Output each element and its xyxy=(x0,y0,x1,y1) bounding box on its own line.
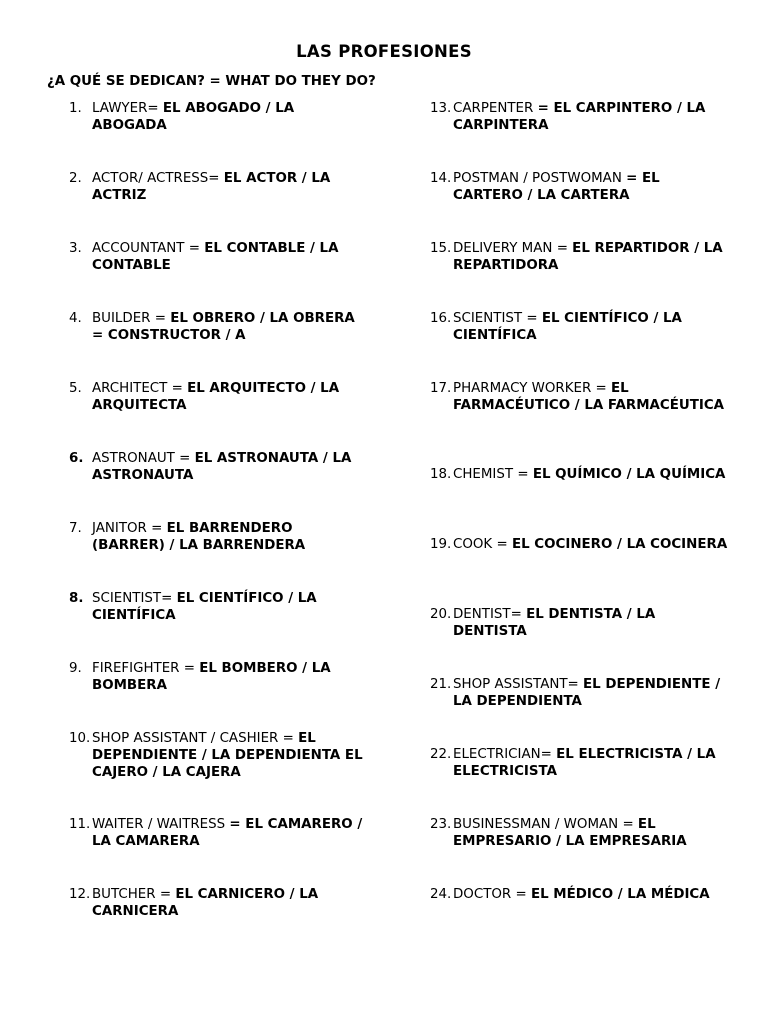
spanish-term: EL OBRERO / LA OBRERA = CONSTRUCTOR / A xyxy=(92,311,355,343)
list-item xyxy=(430,310,730,380)
item-text xyxy=(453,536,733,553)
item-number: 14. xyxy=(430,171,452,186)
equals-sign: = xyxy=(147,101,163,116)
item-text xyxy=(453,676,733,710)
item-text xyxy=(92,520,364,554)
profession-list-right xyxy=(430,100,730,956)
equals-sign: = xyxy=(183,661,200,676)
equals-sign: = xyxy=(556,241,573,256)
spanish-term: EL CARTERO / LA CARTERA xyxy=(453,171,660,203)
item-text xyxy=(92,816,364,850)
item-number: 5. xyxy=(69,381,82,396)
list-item xyxy=(69,590,369,660)
spanish-term: EL COCINERO / LA COCINERA xyxy=(511,537,728,552)
list-item xyxy=(69,730,369,816)
list-item xyxy=(430,536,730,606)
spanish-term: EL BARRENDERO (BARRER) / LA BARRENDERA xyxy=(92,521,306,553)
equals-sign: = xyxy=(282,731,299,746)
list-item xyxy=(430,100,730,170)
equals-sign: = xyxy=(154,311,171,326)
spanish-term: EL MÉDICO / LA MÉDICA xyxy=(530,887,710,902)
item-text xyxy=(92,310,364,344)
spanish-term: EL CIENTÍFICO / LA CIENTÍFICA xyxy=(453,311,682,343)
equals-sign: = xyxy=(515,887,531,902)
english-term: CARPENTER xyxy=(453,101,538,116)
list-item xyxy=(69,520,369,590)
english-term: SCIENTIST xyxy=(92,591,162,606)
page-title: LAS PROFESIONES xyxy=(296,42,472,61)
english-term: DENTIST xyxy=(453,607,511,622)
item-number: 9. xyxy=(69,661,82,676)
spanish-term: EL FARMACÉUTICO / LA FARMACÉUTICA xyxy=(453,381,725,413)
item-text xyxy=(92,886,364,920)
list-item xyxy=(430,676,730,746)
list-item xyxy=(69,886,369,956)
english-term: ARCHITECT xyxy=(92,381,172,396)
equals-sign: = xyxy=(179,451,195,466)
item-text xyxy=(92,100,364,134)
page-subtitle: ¿A QUÉ SE DEDICAN? = WHAT DO THEY DO? xyxy=(47,74,376,89)
english-term: SCIENTIST xyxy=(453,311,527,326)
item-text xyxy=(453,816,733,850)
item-number: 18. xyxy=(430,467,452,482)
list-item xyxy=(69,310,369,380)
equals-sign: = xyxy=(626,171,643,186)
spanish-term: EL CARPINTERO / LA CARPINTERA xyxy=(453,101,706,133)
spanish-term: EL BOMBERO / LA BOMBERA xyxy=(92,661,331,693)
equals-sign: = xyxy=(208,171,224,186)
equals-sign: = xyxy=(622,817,638,832)
equals-sign: = xyxy=(510,607,527,622)
spanish-term: EL REPARTIDOR / LA REPARTIDORA xyxy=(453,241,723,273)
item-number: 24. xyxy=(430,887,452,902)
item-number: 22. xyxy=(430,747,452,762)
list-item xyxy=(430,170,730,240)
profession-list-left xyxy=(69,100,369,956)
english-term: CHEMIST xyxy=(453,467,518,482)
list-item xyxy=(430,606,730,676)
item-number: 11. xyxy=(69,817,91,832)
equals-sign: = xyxy=(159,887,176,902)
item-text xyxy=(453,466,733,483)
item-number: 4. xyxy=(69,311,82,326)
equals-sign: = xyxy=(161,591,177,606)
item-number: 6. xyxy=(69,451,84,466)
item-number: 7. xyxy=(69,521,82,536)
english-term: LAWYER xyxy=(92,101,148,116)
item-number: 2. xyxy=(69,171,82,186)
item-number: 19. xyxy=(430,537,452,552)
english-term: ACTOR/ ACTRESS xyxy=(92,171,209,186)
item-number: 15. xyxy=(430,241,452,256)
list-item xyxy=(69,816,369,886)
list-item xyxy=(430,240,730,310)
item-text xyxy=(453,380,733,414)
item-text xyxy=(453,606,733,640)
item-text xyxy=(453,100,733,134)
spanish-term: EL EMPRESARIO / LA EMPRESARIA xyxy=(453,817,687,849)
equals-sign: = xyxy=(517,467,533,482)
english-term: DOCTOR xyxy=(453,887,516,902)
spanish-term: EL ELECTRICISTA / LA ELECTRICISTA xyxy=(453,747,716,779)
item-number: 12. xyxy=(69,887,91,902)
item-text xyxy=(92,380,364,414)
english-term: SHOP ASSISTANT / CASHIER xyxy=(92,731,283,746)
list-item xyxy=(430,466,730,536)
english-term: WAITER / WAITRESS xyxy=(92,817,230,832)
item-text xyxy=(92,660,364,694)
list-item xyxy=(430,380,730,466)
english-term: JANITOR xyxy=(92,521,152,536)
english-term: FIREFIGHTER xyxy=(92,661,184,676)
spanish-term: EL CAMARERO / LA CAMARERA xyxy=(92,817,363,849)
spanish-term: EL QUÍMICO / LA QUÍMICA xyxy=(532,467,726,482)
list-item xyxy=(69,100,369,170)
english-term: COOK xyxy=(453,537,497,552)
spanish-term: EL DEPENDIENTE / LA DEPENDIENTA xyxy=(453,677,721,709)
item-text xyxy=(453,746,733,780)
list-item xyxy=(69,240,369,310)
spanish-term: EL CARNICERO / LA CARNICERA xyxy=(92,887,319,919)
equals-sign: = xyxy=(151,521,167,536)
list-item xyxy=(430,746,730,816)
item-text xyxy=(92,590,364,624)
equals-sign: = xyxy=(537,101,554,116)
item-text xyxy=(453,170,733,204)
list-item xyxy=(430,816,730,886)
item-number: 3. xyxy=(69,241,82,256)
english-term: BUTCHER xyxy=(92,887,160,902)
item-number: 13. xyxy=(430,101,452,116)
equals-sign: = xyxy=(526,311,542,326)
english-term: ASTRONAUT xyxy=(92,451,180,466)
english-term: BUILDER xyxy=(92,311,155,326)
spanish-term: EL ASTRONAUTA / LA ASTRONAUTA xyxy=(92,451,352,483)
item-text xyxy=(92,450,364,484)
list-item xyxy=(69,450,369,520)
spanish-term: EL CONTABLE / LA CONTABLE xyxy=(92,241,339,273)
item-text xyxy=(453,886,733,903)
spanish-term: EL CIENTÍFICO / LA CIENTÍFICA xyxy=(92,591,317,623)
spanish-term: EL ACTOR / LA ACTRIZ xyxy=(92,171,331,203)
list-item xyxy=(69,380,369,450)
item-number: 8. xyxy=(69,591,84,606)
english-term: ACCOUNTANT xyxy=(92,241,189,256)
english-term: ELECTRICIAN xyxy=(453,747,541,762)
item-number: 1. xyxy=(69,101,82,116)
spanish-term: EL ARQUITECTO / LA ARQUITECTA xyxy=(92,381,340,413)
item-number: 21. xyxy=(430,677,452,692)
english-term: BUSINESSMAN / WOMAN xyxy=(453,817,623,832)
english-term: DELIVERY MAN xyxy=(453,241,557,256)
item-text xyxy=(453,310,733,344)
equals-sign: = xyxy=(540,747,557,762)
spanish-term: EL DEPENDIENTE / LA DEPENDIENTA EL CAJERO / LA CAJERA xyxy=(92,731,363,780)
equals-sign: = xyxy=(188,241,205,256)
list-item xyxy=(69,660,369,730)
item-number: 23. xyxy=(430,817,452,832)
item-text xyxy=(92,730,364,781)
english-term: POSTMAN / POSTWOMAN xyxy=(453,171,627,186)
equals-sign: = xyxy=(496,537,512,552)
item-text xyxy=(453,240,733,274)
item-text xyxy=(92,170,364,204)
item-text xyxy=(92,240,364,274)
english-term: PHARMACY WORKER xyxy=(453,381,596,396)
item-number: 16. xyxy=(430,311,452,326)
item-number: 17. xyxy=(430,381,452,396)
equals-sign: = xyxy=(567,677,584,692)
spanish-term: EL ABOGADO / LA ABOGADA xyxy=(92,101,295,133)
list-item xyxy=(430,886,730,956)
spanish-term: EL DENTISTA / LA DENTISTA xyxy=(453,607,656,639)
equals-sign: = xyxy=(595,381,612,396)
equals-sign: = xyxy=(229,817,246,832)
equals-sign: = xyxy=(171,381,188,396)
item-number: 20. xyxy=(430,607,452,622)
english-term: SHOP ASSISTANT xyxy=(453,677,568,692)
list-item xyxy=(69,170,369,240)
item-number: 10. xyxy=(69,731,91,746)
